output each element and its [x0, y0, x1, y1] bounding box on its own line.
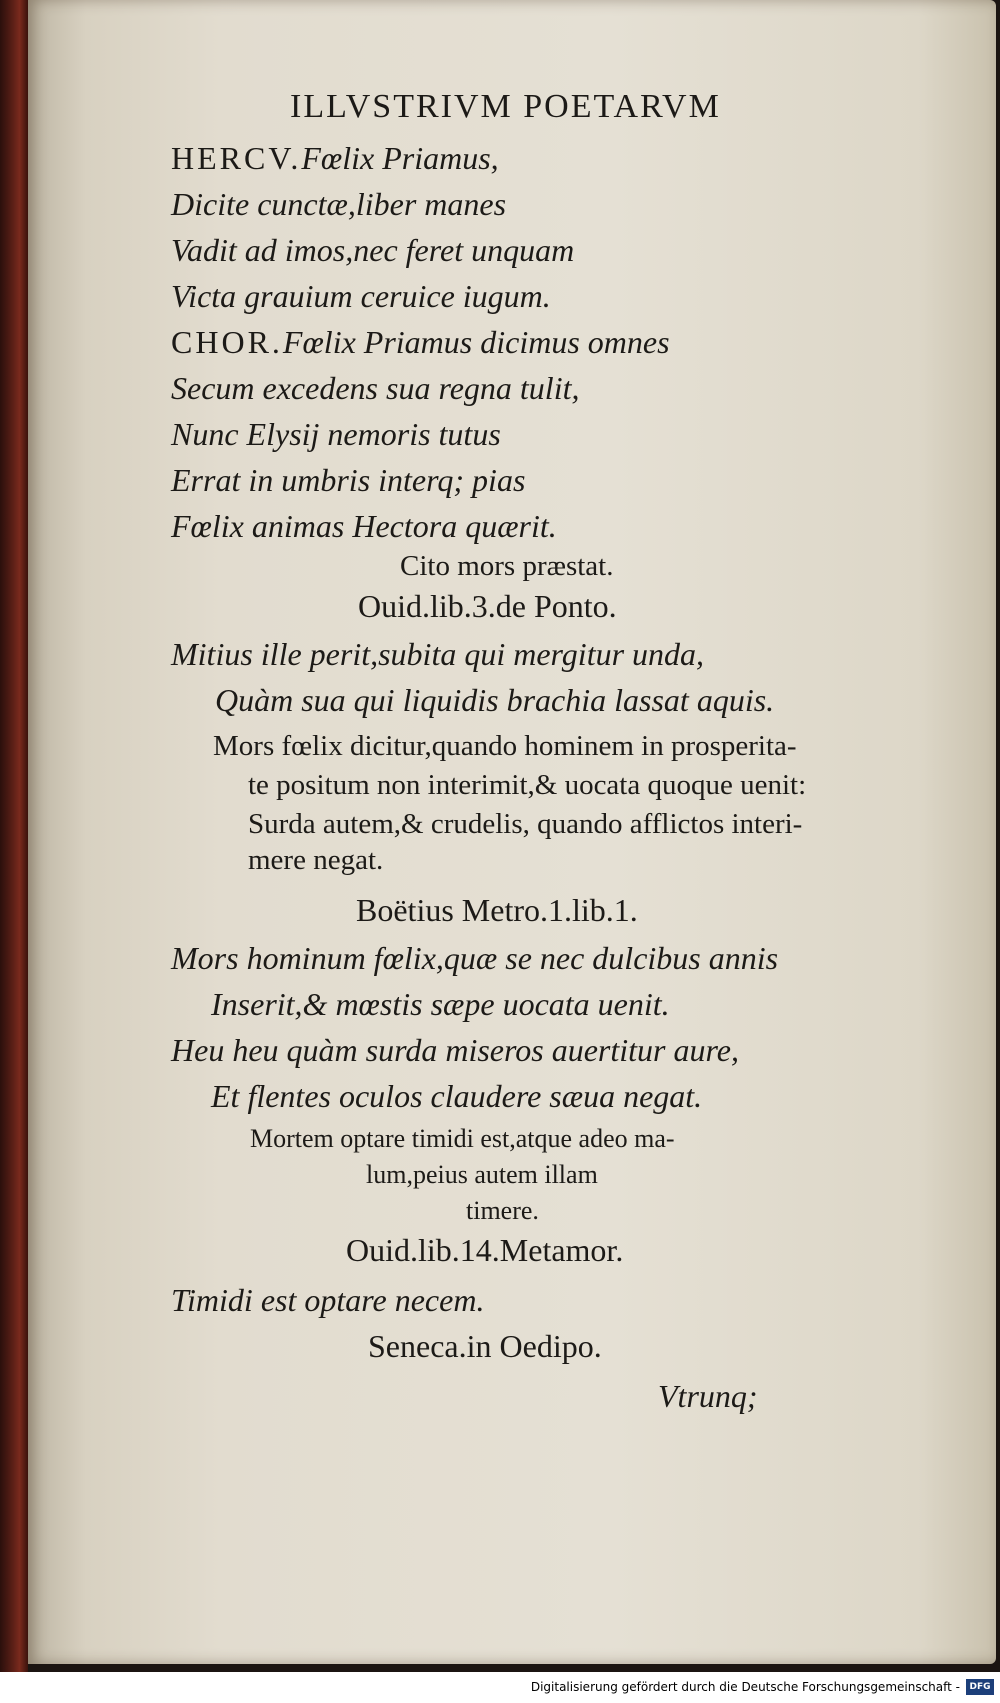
- running-title: ILLVSTRIVM POETARVM: [290, 88, 721, 125]
- prose-line: timere.: [466, 1196, 539, 1225]
- prose-line: Mortem optare timidi est,atque adeo ma-: [250, 1124, 675, 1153]
- verse-line: Quàm sua qui liquidis brachia lassat aquis.: [215, 682, 775, 718]
- verse-line: Mors hominum fœlix,quæ se nec dulcibus annis: [171, 940, 779, 976]
- verse-line: Errat in umbris interq; pias: [171, 462, 526, 498]
- verse-line: CHOR.Fœlix Priamus dicimus omnes: [171, 324, 670, 360]
- verse-line: Dicite cunctæ,liber manes: [171, 186, 507, 222]
- source-citation: Ouid.lib.14.Metamor.: [346, 1232, 624, 1268]
- source-citation: Ouid.lib.3.de Ponto.: [358, 588, 617, 624]
- verse-line: Heu heu quàm surda miseros auertitur aure,: [171, 1032, 739, 1068]
- verse-line: Mitius ille perit,subita qui mergitur unda,: [171, 636, 705, 672]
- dfg-logo-icon: DFG: [966, 1679, 994, 1695]
- verse-line: Fœlix animas Hectora quærit.: [171, 508, 557, 544]
- prose-line: te positum non interimit,& uocata quoque uenit:: [248, 769, 807, 801]
- source-citation: Seneca.in Oedipo.: [368, 1328, 602, 1364]
- prose-line: lum,peius autem illam: [366, 1160, 598, 1189]
- verse-line: Timidi est optare necem.: [171, 1282, 485, 1318]
- footer-bar: [0, 1672, 1000, 1703]
- verse-line: HERCV.Fœlix Priamus,: [171, 140, 499, 176]
- footer-credit: Digitalisierung gefördert durch die Deutsche Forschungsgemeinschaft -: [530, 1680, 960, 1694]
- verse-line: Nunc Elysij nemoris tutus: [171, 416, 501, 452]
- prose-line: mere negat.: [248, 844, 384, 876]
- verse-line: Victa grauium ceruice iugum.: [171, 278, 551, 314]
- book-spine: [0, 0, 28, 1672]
- source-citation: Boëtius Metro.1.lib.1.: [356, 892, 638, 928]
- verse-line: Inserit,& mœstis sæpe uocata uenit.: [211, 986, 670, 1022]
- verse-line: Vadit ad imos,nec feret unquam: [171, 232, 575, 268]
- verse-line: Et flentes oculos claudere sæua negat.: [211, 1078, 703, 1114]
- prose-line: Mors fœlix dicitur,quando hominem in prosperita-: [213, 730, 797, 762]
- prose-line: Surda autem,& crudelis, quando afflictos interi-: [248, 808, 803, 840]
- catchword: Vtrunq;: [658, 1378, 758, 1414]
- verse-line: Secum excedens sua regna tulit,: [171, 370, 580, 406]
- section-heading: Cito mors præstat.: [400, 550, 614, 582]
- book-page: [28, 0, 996, 1664]
